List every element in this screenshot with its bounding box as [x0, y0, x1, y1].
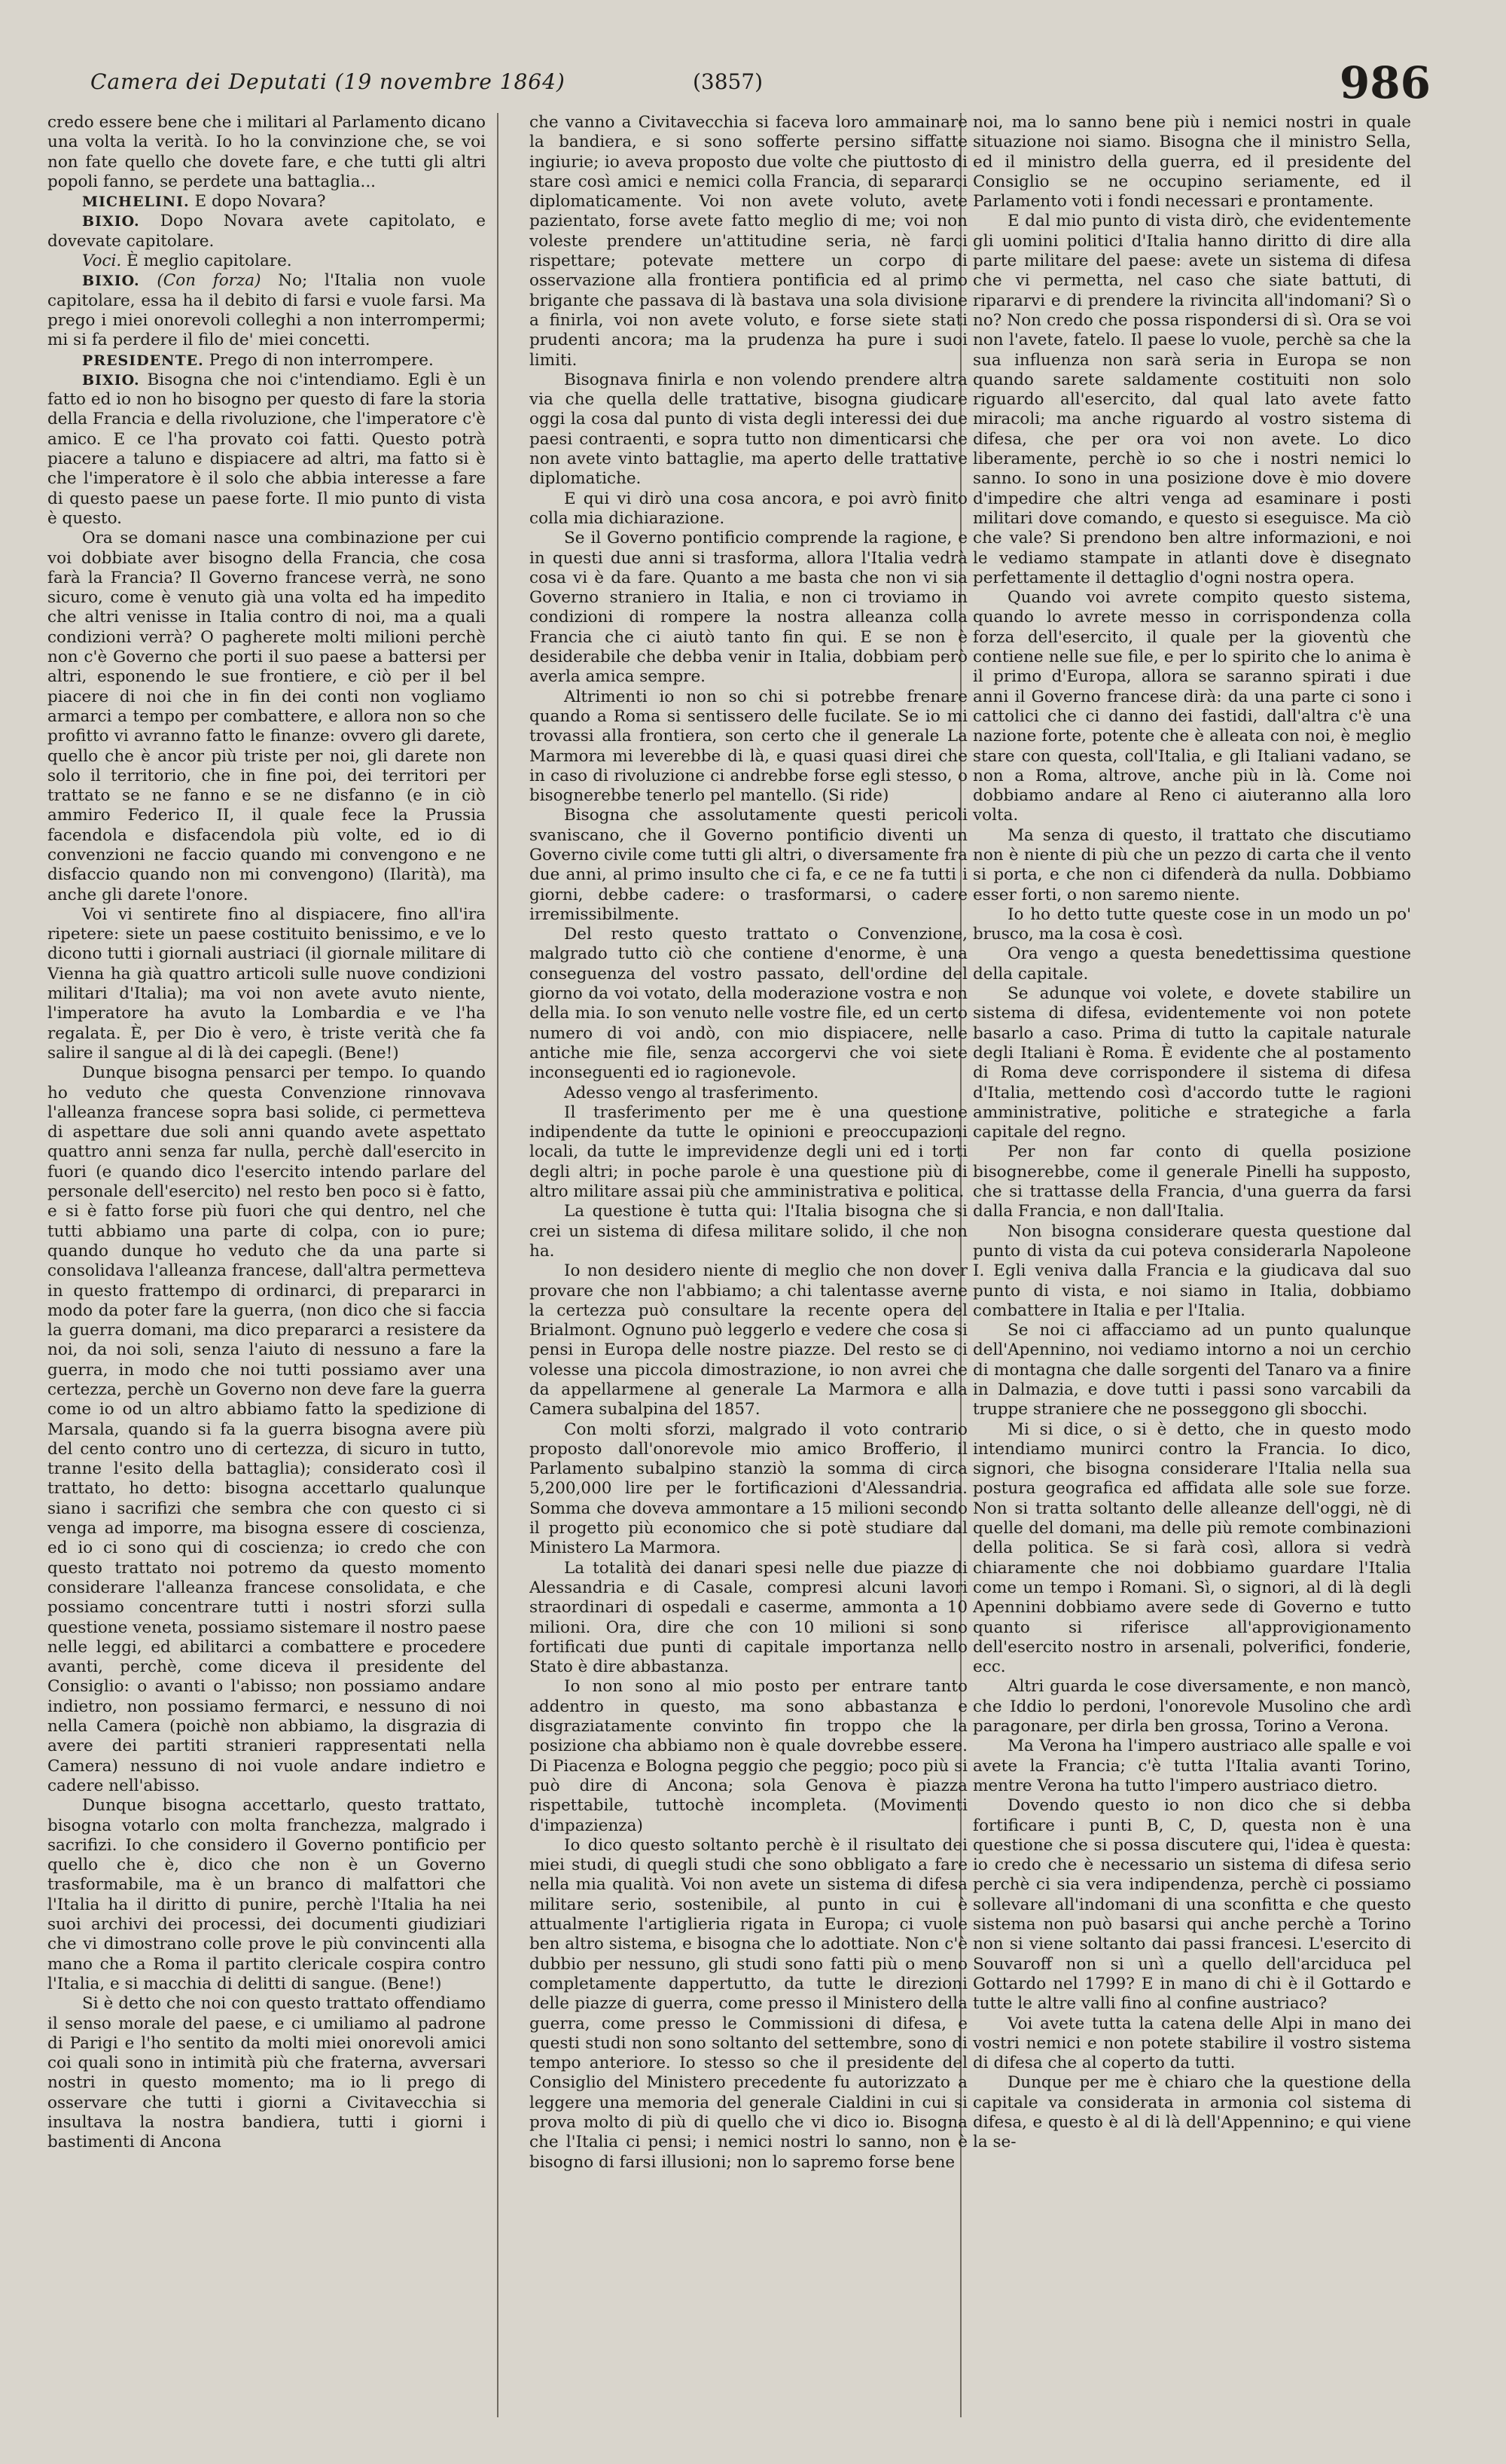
paragraph — [529, 529, 968, 687]
paragraph — [973, 984, 1411, 1142]
paragraph — [973, 2014, 1411, 2074]
paragraph — [529, 113, 968, 371]
paragraph — [529, 371, 968, 489]
paragraph — [47, 113, 486, 192]
paragraph-text: Altrimenti io non so chi si potrebbe frenare quando a Roma si sentissero delle fucilate. Se io mi trovassi alla frontiera, son certo che il generale La Marmora mi leverebbe di là, e quasi quasi direi che in caso di rivoluzione ci andrebbe forse egli stesso, o bisognerebbe tenerlo pel mantello. (Si ride) — [529, 687, 968, 806]
paragraph — [529, 925, 968, 1083]
paragraph-text: Del resto questo trattato o Convenzione, malgrado tutto ciò che contiene d'enorme, è una conseguenza del vostro passato, dell'ordine del giorno da voi votato, della moderazione vostra e non della mia. Io son venuto nelle vostre file, ed un certo numero di voi andò, con mio dispiacere, nelle antiche mie file, senza accorgervi che voi siete inconseguenti ed io ragionevole. — [529, 925, 968, 1083]
paragraph — [973, 1737, 1411, 1796]
speaker-name: MICHELINI. — [82, 194, 190, 211]
paragraph-text: Adesso vengo al trasferimento. — [564, 1083, 819, 1102]
text-column-2 — [529, 113, 968, 2432]
paragraph-text: Dopo Novara avete capitolato, e dovevate capitolare. — [47, 212, 486, 251]
paragraph — [973, 113, 1411, 212]
paragraph — [529, 1420, 968, 1559]
paragraph-text: Voi vi sentirete fino al dispiacere, fino all'ira ripetere: siete un paese costituito benissimo, e ve lo dicono tutti i giornali austriaci (il giornale militare di Vienna ha già quattro articoli sulle nuove condizioni militari d'Italia); ma voi non avete avuto niente, l'imperatore ha avuto la Lombardia e ve l'ha regalata. È, per Dio è vero, è triste verità che fa salire il sangue al di là dei capegli. (Bene!) — [47, 904, 486, 1063]
paragraph-text: E dal mio punto di vista dirò, che evidentemente gli uomini politici d'Italia hanno diritto di dire alla parte militare del paese: avete un sistema di difesa che vi permetta, nel caso che siate battuti, di ripararvi e di prendere la rivincita all'indomani? Sì o no? Non credo che possa rispondersi di sì. Ora se voi non l'avete, fatelo. Il paese lo vuole, perchè sa che la sua influenza non sarà seria in Europa se non quando sarete saldamente costituiti non solo riguardo all'esercito, dal qual lato avete fatto miracoli; ma anche riguardo al vostro sistema di difesa, che per ora voi non avete. Lo dico liberamente, perchè io so che i nostri nemici lo sanno. Io sono in una posizione dove è mio dovere d'impedire che altri venga ad esaminare i posti militari dove comando, e questo si eseguisce. Ma ciò che vale? Si prendono ben altre informazioni, e noi le vediamo stampate in atlanti dove è disegnato perfettamente il dettaglio d'ogni nostra opera. — [973, 212, 1411, 587]
paragraph-text: Se noi ci affacciamo ad un punto qualunque dell'Apennino, noi vediamo intorno a noi un cerchio di montagna che dalle sorgenti del Tanaro va a finire in Dalmazia, e dove tutti i passi sono varcabili da truppe straniere che ne posseggono gli sbocchi. — [973, 1321, 1411, 1420]
paragraph-text: Bisogna che assolutamente questi pericoli svaniscano, che il Governo pontificio diventi un Governo civile come tutti gli altri, o diversamente fra due anni, al primo insulto che ci fa, e ce ne fa tutti i giorni, debbe cadere: o trasformarsi, o cadere irremissibilmente. — [529, 806, 968, 924]
paragraph — [973, 212, 1411, 588]
paragraph — [47, 212, 486, 252]
paragraph-text: Altri guarda le cose diversamente, e non mancò, che Iddio lo perdoni, l'onorevole Musolino che ardì paragonare, per dirla ben grossa, Torino a Verona. — [973, 1677, 1411, 1737]
paragraph-text: Non bisogna considerare questa questione dal punto di vista da cui poteva considerarla Napoleone I. Egli veniva dalla Francia e la giudicava dal suo punto di vista, e noi siamo in Italia, dobbiamo combattere in Italia e per l'Italia. — [973, 1221, 1411, 1320]
paragraph — [47, 271, 486, 350]
paragraph — [973, 1677, 1411, 1737]
paragraph — [529, 1202, 968, 1261]
paragraph-text: La questione è tutta qui: l'Italia bisogna che si crei un sistema di difesa militare solido, il che non ha. — [529, 1202, 968, 1261]
paragraph-text: Se il Governo pontificio comprende la ragione, e in questi due anni si trasforma, allora l'Italia vedrà cosa vi è da fare. Quanto a me basta che non vi sia Governo straniero in Italia, e non ci troviamo in condizioni di rompere la nostra alleanza colla Francia che ci aiutò tanto fin qui. E se non è desiderabile che debba venir in Italia, dobbiam però averla amica sempre. — [529, 529, 968, 687]
paragraph-text: E qui vi dirò una cosa ancora, e poi avrò finito colla mia dichiarazione. — [529, 489, 968, 528]
paragraph-text: Si è detto che noi con questo trattato offendiamo il senso morale del paese, e ci umiliamo al padrone di Parigi e l'ho sentito da molti miei onorevoli amici coi quali sono in intimità più che fraterna, avversari nostri in questo momento; ma io li prego di osservare che tutti i giorni a Civitavecchia si insultava la nostra bandiera, tutti i giorni i bastimenti di Ancona — [47, 1994, 486, 2152]
paragraph-text: Il trasferimento per me è una questione indipendente da tutte le opinioni e preoccupazioni locali, da tutte le imprevidenze degli uni ed i torti degli altri; in poche parole è una questione più di altro militare assai più che amministrativa e politica. — [529, 1102, 968, 1202]
paragraph-text: Con molti sforzi, malgrado il voto contrario proposto dall'onorevole mio amico Brofferio, il Parlamento subalpino stanziò la somma di circa 5,200,000 lire per le fortificazioni d'Alessandria. Somma che doveva ammontare a 15 milioni secondo il progetto più economico che si potè studiare dal Ministero La Marmora. — [529, 1420, 968, 1558]
paragraph — [973, 944, 1411, 984]
paragraph-text: Io non sono al mio posto per entrare tanto addentro in questo, ma sono abbastanza e disgraziatamente convinto fin troppo che la posizione cha abbiamo non è quale dovrebbe essere. Di Piacenza e Bologna peggio che peggio; poco più si può dire di Ancona; sola Genova è piazza rispettabile, tuttochè incompleta. (Movimenti d'impazienza) — [529, 1677, 968, 1835]
paragraph-text: Prego di non interrompere. — [209, 350, 434, 370]
paragraph-text: Bisognava finirla e non volendo prendere altra via che quella delle trattative, bisogna giudicare oggi la cosa dal punto di vista degli interessi dei due paesi contraenti, e sopra tutto non dimenticarsi che non avete vinto battaglie, ma aperto delle trattative diplomatiche. — [529, 370, 968, 489]
paragraph-text: Io dico questo soltanto perchè è il risultato dei miei studi, di quegli studi che sono obbligato a fare nella mia qualità. Voi non avete un sistema di difesa militare serio, sostenibile, al punto in cui è attualmente l'artiglieria rigata in Europa; ci vuole ben altro sistema, e bisogna che lo adottiate. Non c'è dubbio per nessuno, gli studi sono fatti più o meno completamente dappertutto, da tutte le direzioni delle piazze di guerra, come presso il Ministero della guerra, come presso le Commissioni di difesa, e questi studi non sono soltanto del settembre, sono di tempo anteriore. Io stesso so che il presidente del Consiglio del Ministero precedente fu autorizzato a leggere una memoria del generale Cialdini in cui si prova molto di più di quello che vi dico io. Bisogna che l'Italia ci pensi; i nemici nostri lo sanno, non è bisogno di farsi illusioni; non lo sapremo forse bene — [529, 1835, 968, 2172]
paragraph-text: Dovendo questo io non dico che si debba fortificare i punti B, C, D, questa non è una questione che si possa discutere qui, l'idea è questa: io credo che è necessario un sistema di difesa serio perchè ci sia vera indipendenza, perchè ci possiamo sollevare all'indomani di una sconfitta e che questo sistema non può basarsi qui anche perchè a Torino non si viene soltanto dai passi francesi. L'esercito di Souvaroff non si unì a quello dell'arciduca pel Gottardo nel 1799? E in mano di chi è il Gottardo e tutte le altre valli fino al confine austriaco? — [973, 1796, 1411, 2014]
paragraph-text: Io non desidero niente di meglio che non dover provare che non l'abbiamo; a chi talentasse averne la certezza può consultare la recente opera del Brialmont. Ognuno può leggerlo e vedere che cosa si pensi in Europa delle nostre piazze. Del resto se ci volesse una piccola dimostrazione, io non avrei che da appellarmene al generale La Marmora e alla Camera subalpina del 1857. — [529, 1261, 968, 1420]
paragraph — [47, 351, 486, 371]
paragraph — [529, 489, 968, 529]
paragraph — [529, 688, 968, 807]
paragraph-text: che vanno a Civitavecchia si faceva loro ammainare la bandiera, e si sono sofferte persino siffatte ingiurie; io aveva proposto due volte che piuttosto di stare così amici e nemici colla Francia, di separarci diplomaticamente. Voi non avete voluto, avete pazientato, forse avete fatto meglio di me; voi non voleste prendere un'attitudine seria, nè farci rispettare; potevate mettere un corpo di osservazione alla frontiera pontificia ed al primo brigante che passava di là bastava una sola divisione a finirla, voi non avete voluto, e forse siete stati prudenti ancora; ma la prudenza ha pure i suoi limiti. — [529, 113, 968, 370]
paragraph-text: Per non far conto di quella posizione bisognerebbe, come il generale Pinelli ha supposto, che si trattasse della Francia, d'una guerra da farsi dalla Francia, e non dall'Italia. — [973, 1142, 1411, 1221]
text-column-3 — [973, 113, 1411, 2432]
paragraph — [973, 1796, 1411, 2014]
speaker-name: BIXIO. — [82, 273, 140, 290]
page-reference: (3857) — [693, 69, 764, 94]
paragraph-text: Io ho detto tutte queste cose in un modo un po' brusco, ma la cosa è così. — [973, 904, 1411, 944]
paragraph — [973, 1222, 1411, 1321]
paragraph — [973, 1321, 1411, 1420]
paragraph — [529, 1559, 968, 1678]
paragraph — [529, 1836, 968, 2173]
paragraph — [47, 1994, 486, 2152]
paragraph — [47, 529, 486, 905]
paragraph-text: Mi si dice, o si è detto, che in questo modo intendiamo munirci contro la Francia. Io dico, signori, che bisogna considerare l'Italia nella sua postura geografica ed affidata alle sole sue forze. Non si tratta soltanto delle alleanze dell'oggi, nè di quelle del domani, ma delle più remote combinazioni della politica. Se si farà così, allora si vedrà chiaramente che noi dobbiamo guardare l'Italia come un tempo i Romani. Sì, o signori, al di là degli Apennini dobbiamo avere sede di Governo e tutto quanto si riferisce all'approvigionamento dell'esercito nostro in arsenali, polverifici, fonderie, ecc. — [973, 1420, 1411, 1677]
paragraph-text: Quando voi avrete compito questo sistema, quando lo avrete messo in corrispondenza colla forza dell'esercito, il quale per la gioventù che contiene nelle sue file, e per lo spirito che lo anima è il primo d'Europa, allora se saranno spirati i due anni il Governo francese dirà: da una parte ci sono i cattolici che ci danno dei fastidi, dall'altra c'è una nazione forte, potente che è alleata con noi, è meglio stare con questa, coll'Italia, e gli Italiani vadano, se non a Roma, altrove, anche più in là. Come noi dobbiamo andare al Reno ci aiuteranno alla loro volta. — [973, 588, 1411, 825]
paragraph-text: Dunque bisogna pensarci per tempo. Io quando ho veduto che questa Convenzione rinnovava l'alleanza francese sopra basi solide, ci permetteva di aspettare due soli anni quando avete aspettato quattro anni senza far nulla, perchè dall'esercito in fuori (e quando dico l'esercito intendo parlare del personale dell'esercito) nel resto ben poco si è fatto, e si è fatto forse più fuori che qui dentro, nel che tutti abbiamo una parte di colpa, con io pure; quando dunque ho veduto che da una parte si consolidava l'alleanza francese, dall'altra permetteva in questo frattempo di ordinarci, di prepararci in modo da poter fare la guerra, (non dico che si faccia la guerra domani, ma dico prepararci a resistere da noi, da noi soli, senza l'aiuto di nessuno a fare la guerra, in modo che noi tutti possiamo aver una certezza, perchè un Governo non deve fare la guerra come io od un altro abbiamo fatto la spedizione di Marsala, quando si fa la guerra bisogna avere più del cento contro uno di certezza, di sicuro in tutto, tranne l'esito della battaglia); considerato così il trattato, ho detto: bisogna accettarlo qualunque siano i sacrifizi che sembra che con questo ci si venga ad imporre, ma bisogna essere di coscienza, ed io ci sono qui di coscienza; io credo che con questo trattato noi potremo da questo momento considerare l'alleanza francese consolidata, e che possiamo concentrare tutti i nostri sforzi sulla questione veneta, possiamo sistemare il nostro paese nelle leggi, ed abilitarci a combattere e procedere avanti, perchè, come diceva il presidente del Consiglio: o avanti o l'abisso; non possiamo andare indietro, non possiamo fermarci, e nessuno di noi nella Camera (poichè non abbiamo, la disgrazia di avere dei partiti stranieri rappresentati nella Camera) nessuno di noi vuole andare indietro e cadere nell'abisso. — [47, 1063, 486, 1795]
paragraph-text: Bisogna che noi c'intendiamo. Egli è un fatto ed io non ho bisogno per questo di fare la storia della Francia e della rivoluzione, che l'imperatore c'è amico. E ce l'ha provato coi fatti. Questo potrà piacere a taluno e dispiacere ad altri, ma fatto si è che l'imperatore è il solo che abbia interesse a fare di questo paese un paese forte. Il mio punto di vista è questo. — [47, 370, 486, 528]
stage-note: (Con forza) — [157, 271, 261, 291]
column-divider — [497, 113, 498, 2417]
paragraph — [47, 1796, 486, 1994]
speaker-name: PRESIDENTE. — [82, 352, 204, 369]
paragraph-text: Dunque bisogna accettarlo, questo trattato, bisogna votarlo con molta franchezza, malgrado i sacrifizi. Io che considero il Governo pontificio per quello che è, dico che non è un Governo trasformabile, ma è un branco di malfattori che l'Italia ha il diritto di punire, perchè l'Italia ha nei suoi archivi dei processi, dei documenti giudiziari che vi dimostrano colle prove le più convincenti alla mano che a Roma il partito clericale cospira contro l'Italia, e si macchia di delitti di sangue. (Bene!) — [47, 1796, 486, 1993]
speaker-name: BIXIO. — [82, 371, 140, 389]
paragraph-text: credo essere bene che i militari al Parlamento dicano una volta la verità. Io ho la convinzione che, se voi non fate quello che dovete fare, e che tutti gli altri popoli fanno, se perdete una battaglia... — [47, 113, 486, 191]
session-title: Camera dei Deputati (19 novembre 1864) — [90, 69, 566, 94]
stage-note: Voci. — [82, 252, 122, 271]
paragraph — [47, 371, 486, 529]
text-column-1 — [47, 113, 486, 2432]
paragraph-text: noi, ma lo sanno bene più i nemici nostri in quale situazione noi siamo. Bisogna che il ministro Sella, ed il ministro della guerra, ed il presidente del Consiglio se ne occupino seriamente, ed il Parlamento voti i fondi necessari e prontamente. — [973, 113, 1411, 212]
paragraph-text: Ora se domani nasce una combinazione per cui voi dobbiate aver bisogno della Francia, che cosa farà la Francia? Il Governo francese verrà, ne sono sicuro, come è venuto già una volta ed ha impedito che altri venisse in Italia contro di noi, ma a quali condizioni verrà? O pagherete molti milioni perchè non c'è Governo che porti il suo paese a battersi per altri, esponendo le sue frontiere, e ciò per il bel piacere di noi che in fin dei conti non vogliamo armarci a tempo per combattere, e allora non so che profitto vi avranno fatto le finanze: ovvero gli darete, quello che è ancor più triste per noi, gli darete non solo il territorio, che in fine poi, dei territori per trattato se ne fanno e se ne disfanno (e in ciò ammiro Federico II, il quale fece la Prussia facendola e disfacendola più volte, ed io di convenzioni ne faccio quando mi convengono e ne disfaccio quando non mi convengono) (Ilarità), ma anche gli darete l'onore. — [47, 529, 486, 904]
paragraph — [973, 2073, 1411, 2152]
paragraph-text: No; l'Italia non vuole capitolare, essa ha il debito di farsi e vuole farsi. Ma prego i miei onorevoli colleghi a non interrompermi; mi si fa perdere il filo de' miei concetti. — [47, 271, 486, 350]
paragraph — [973, 1420, 1411, 1678]
paragraph — [529, 1677, 968, 1835]
paragraph — [973, 588, 1411, 826]
paragraph — [529, 1261, 968, 1420]
paragraph-text: Ma Verona ha l'impero austriaco alle spalle e voi avete la Francia; c'è tutta l'Italia avanti Torino, mentre Verona ha tutto l'impero austriaco dietro. — [973, 1737, 1411, 1795]
paragraph — [47, 192, 486, 212]
speaker-name: BIXIO. — [82, 213, 140, 230]
paragraph — [529, 806, 968, 925]
paragraph-text: Dunque per me è chiaro che la questione della capitale va considerata in armonia col sistema di difesa, e questo è al di là dell'Appennino; e qui viene la se- — [973, 2073, 1411, 2152]
paragraph — [47, 905, 486, 1063]
paragraph — [529, 1103, 968, 1202]
paragraph — [973, 826, 1411, 905]
paragraph-text: E dopo Novara? — [194, 192, 326, 212]
paragraph-text: La totalità dei danari spesi nelle due piazze di Alessandria e di Casale, compresi alcuni lavori straordinari di ospedali e caserme, ammonta a 10 milioni. Ora, dire che con 10 milioni si sono fortificati due punti di capitale importanza nello Stato è dire abbastanza. — [529, 1558, 968, 1677]
paragraph — [973, 905, 1411, 945]
paragraph-text: Voi avete tutta la catena delle Alpi in mano dei vostri nemici e non potete stabilire il vostro sistema di difesa che al coperto da tutti. — [973, 2014, 1411, 2073]
paragraph — [973, 1142, 1411, 1221]
paragraph — [529, 1084, 968, 1103]
paragraph — [47, 252, 486, 271]
page-number: 986 — [1339, 57, 1431, 108]
paragraph-text: Ma senza di questo, il trattato che discutiamo non è niente di più che un pezzo di carta che il vento si porta, e che non ci difenderà da nulla. Dobbiamo esser forti, o non saremo niente. — [973, 825, 1411, 904]
paragraph-text: Se adunque voi volete, e dovete stabilire un sistema di difesa, evidentemente voi non potete basarlo a caso. Prima di tutto la capitale naturale degli Italiani è Roma. È evidente che al postamento di Roma deve corrispondere il sistema di difesa d'Italia, mettendo così d'accordo tutte le ragioni amministrative, politiche e strategiche a farla capitale del regno. — [973, 984, 1411, 1142]
paragraph — [47, 1063, 486, 1796]
page-header — [90, 57, 1431, 117]
paragraph-text: Ora vengo a questa benedettissima questione della capitale. — [973, 944, 1411, 983]
paragraph-text: È meglio capitolare. — [127, 252, 292, 271]
